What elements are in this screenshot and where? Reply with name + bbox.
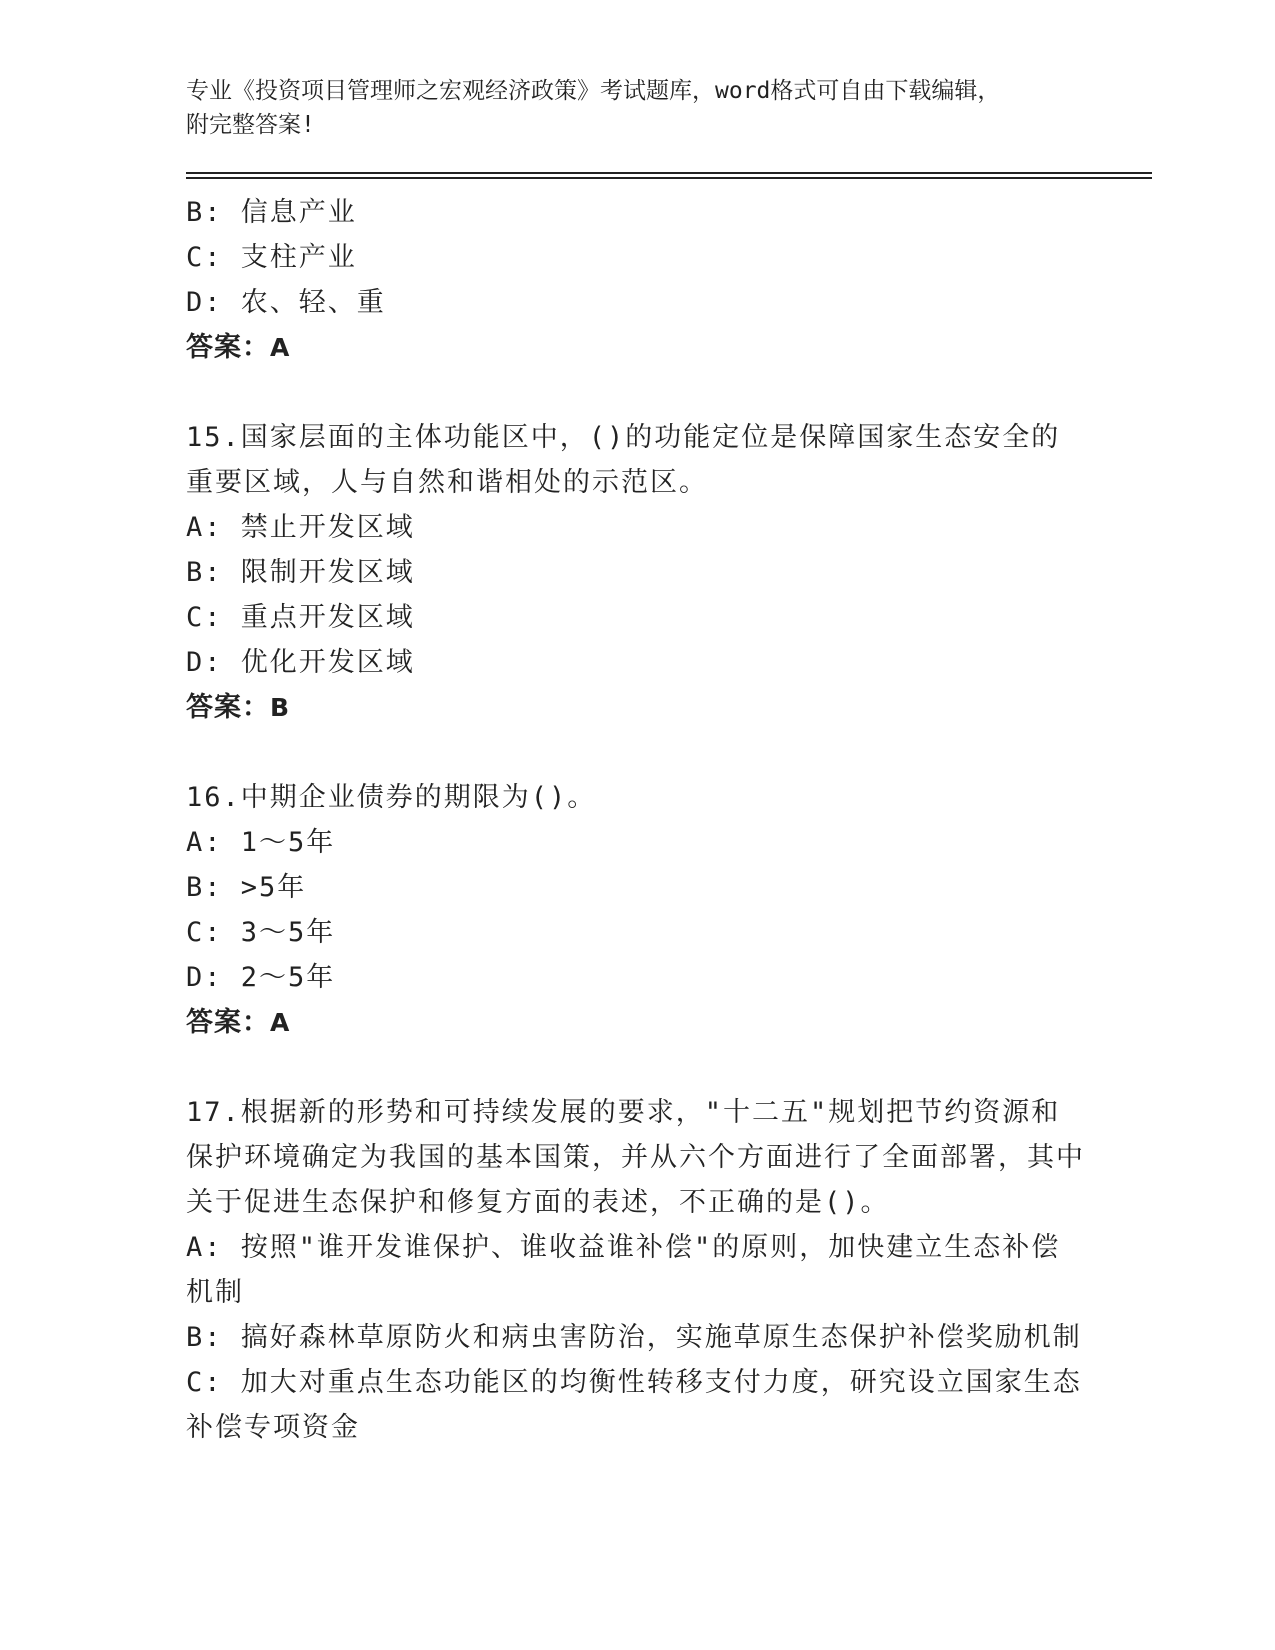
answer-line	[186, 685, 1086, 730]
header-divider-bottom	[186, 177, 1152, 179]
option-b: B: 限制开发区域	[186, 557, 415, 588]
option-b: B: >5年	[186, 872, 307, 903]
answer-label: 答案：	[186, 692, 270, 723]
option-b: B: 信息产业	[186, 197, 357, 228]
option-d: D: 2～5年	[186, 962, 336, 993]
header-line-1: 专业《投资项目管理师之宏观经济政策》考试题库，word格式可自由下载编辑，	[186, 78, 1001, 104]
option-a: A: 1～5年	[186, 827, 336, 858]
answer-label: 答案：	[186, 332, 270, 363]
option-c: C: 加大对重点生态功能区的均衡性转移支付力度，研究设立国家生态补偿专项资金	[186, 1367, 1082, 1443]
question-16	[186, 775, 1086, 1045]
question-content	[186, 190, 1086, 1450]
option-a: A: 按照"谁开发谁保护、谁收益谁补偿"的原则，加快建立生态补偿机制	[186, 1232, 1061, 1308]
option-c: C: 3～5年	[186, 917, 336, 948]
question-text: 15.国家层面的主体功能区中，()的功能定位是保障国家生态安全的重要区域，人与自然和谐相处的示范区。	[186, 422, 1061, 498]
answer-label: 答案：	[186, 1007, 270, 1038]
page-header	[186, 74, 1066, 142]
header-divider-top	[186, 172, 1152, 174]
answer-value: A	[270, 333, 291, 362]
answer-value: A	[270, 1008, 291, 1037]
answer-line	[186, 325, 1086, 370]
question-text: 16.中期企业债券的期限为()。	[186, 782, 597, 813]
prev-question-block	[186, 190, 1086, 370]
answer-line	[186, 1000, 1086, 1045]
option-c: C: 支柱产业	[186, 242, 357, 273]
question-text: 17.根据新的形势和可持续发展的要求，"十二五"规划把节约资源和保护环境确定为我国的基本国策，并从六个方面进行了全面部署，其中关于促进生态保护和修复方面的表述，不正确的是()。	[186, 1097, 1085, 1218]
option-b: B: 搞好森林草原防火和病虫害防治，实施草原生态保护补偿奖励机制	[186, 1322, 1082, 1353]
option-c: C: 重点开发区域	[186, 602, 415, 633]
option-d: D: 农、轻、重	[186, 287, 386, 318]
option-a: A: 禁止开发区域	[186, 512, 415, 543]
option-d: D: 优化开发区域	[186, 647, 415, 678]
header-line-2: 附完整答案!	[186, 112, 315, 138]
answer-value: B	[270, 693, 291, 722]
question-15	[186, 415, 1086, 730]
question-17	[186, 1090, 1086, 1450]
